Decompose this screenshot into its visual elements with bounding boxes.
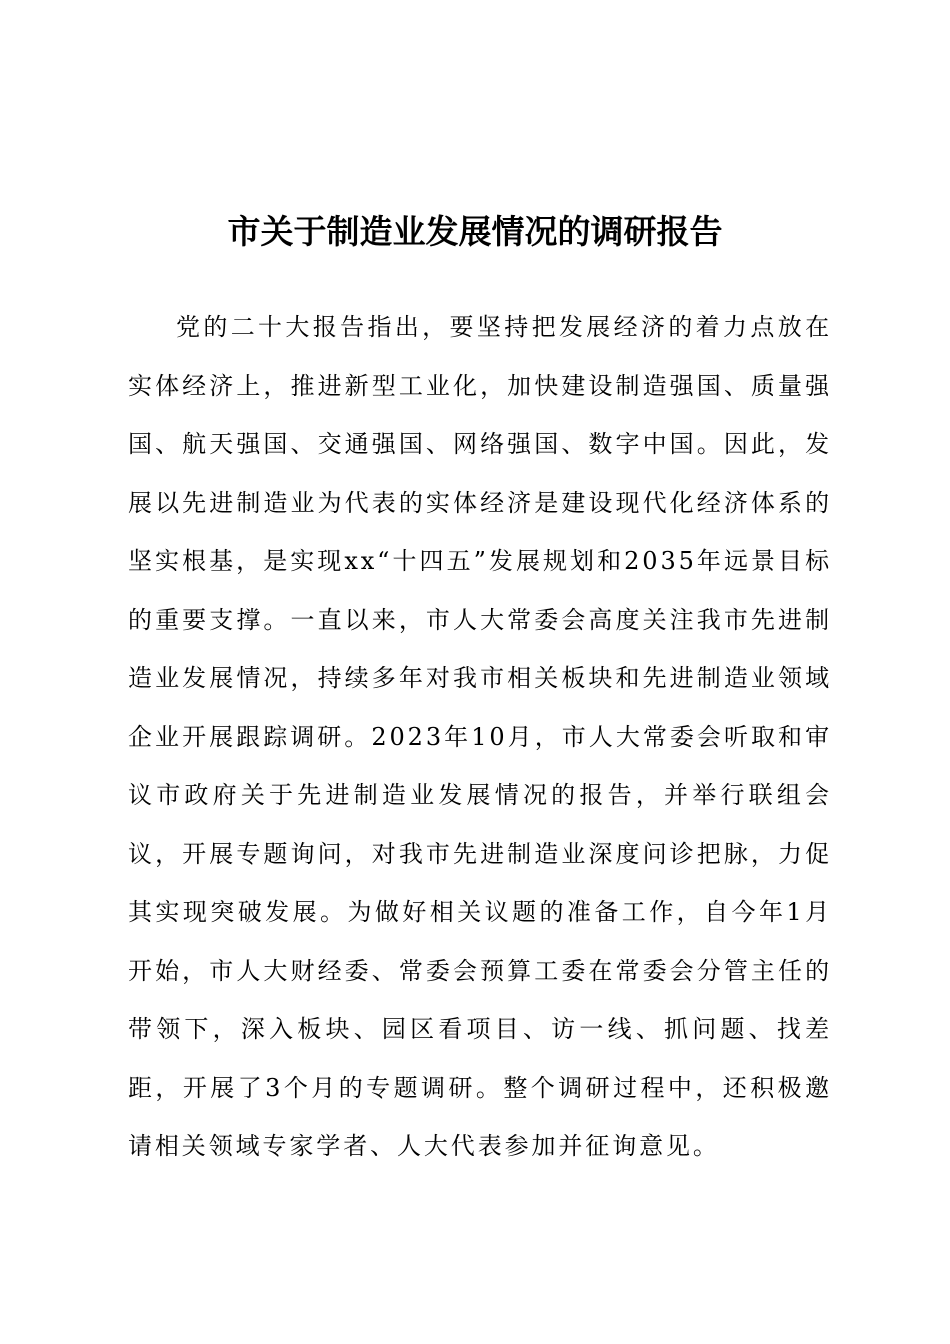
document-title: 市关于制造业发展情况的调研报告	[227, 212, 723, 251]
body-paragraph: 党的二十大报告指出，要坚持把发展经济的着力点放在实体经济上，推进新型工业化，加快建设制造强国、质量强国、航天强国、交通强国、网络强国、数字中国。因此，发展以先进制造业为代表的实体经济是建设现代化经济体系的坚实根基，是实现xx“十四五”发展规划和2035年远景目标的重要支撑。一直以来，市人大常委会高度关注我市先进制造业发展情况，持续多年对我市相关板块和先进制造业领域企业开展跟踪调研。2023年10月，市人大常委会听取和审议市政府关于先进制造业发展情况的报告，并举行联组会议，开展专题询问，对我市先进制造业深度问诊把脉，力促其实现突破发展。为做好相关议题的准备工作，自今年1月开始，市人大财经委、常委会预算工委在常委会分管主任的带领下，深入板块、园区看项目、访一线、抓问题、找差距，开展了3个月的专题调研。整个调研过程中，还积极邀请相关领域专家学者、人大代表参加并征询意见。	[128, 313, 832, 1160]
